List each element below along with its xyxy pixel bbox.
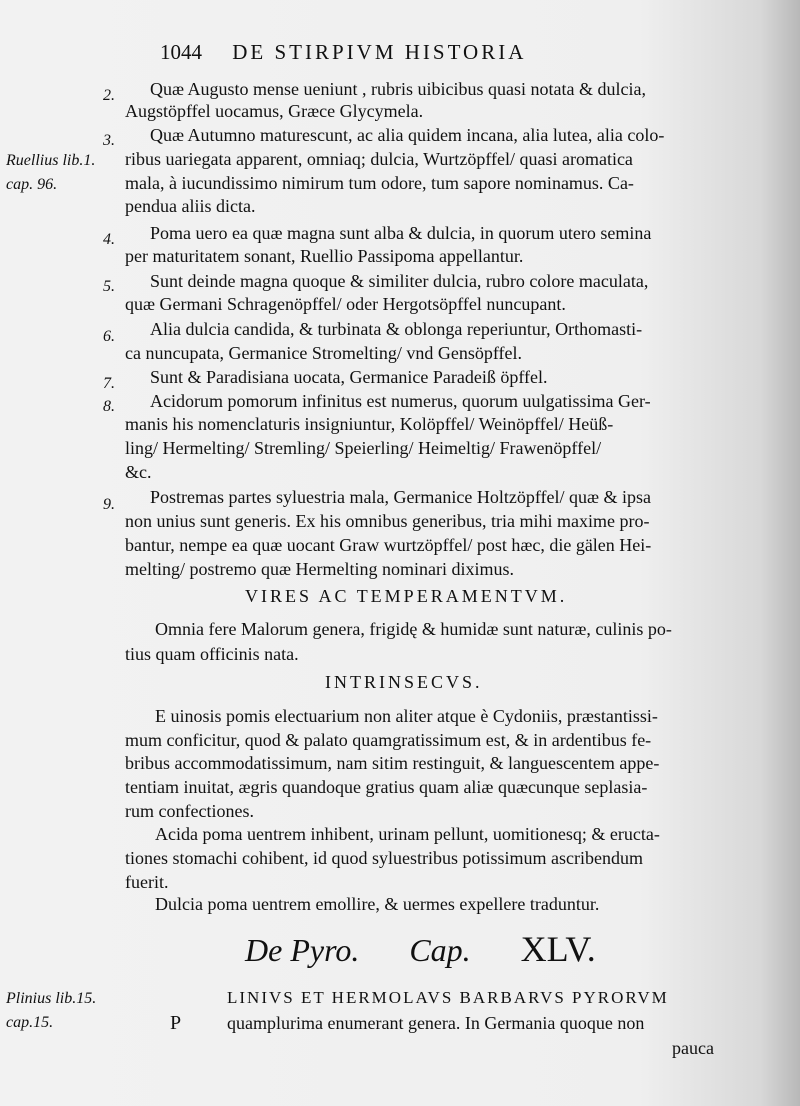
- catchword: pauca: [672, 1038, 714, 1058]
- text-line: LINIVS ET HERMOLAVS BARBARVS PYRORVM: [227, 988, 669, 1007]
- item-number: 3.: [103, 132, 115, 149]
- item-number: 7.: [103, 375, 115, 392]
- text-line: bantur, nempe ea quæ uocant Graw wurtzöpffel/ post hæc, die gälen Hei-: [125, 535, 652, 555]
- item-number: 4.: [103, 231, 115, 248]
- text-line: Poma uero ea quæ magna sunt alba & dulcia, in quorum utero semina: [150, 223, 652, 243]
- text-line: Dulcia poma uentrem emollire, & uermes expellere traduntur.: [155, 894, 600, 914]
- text-line: ca nuncupata, Germanice Stromelting/ vnd Gensöpffel.: [125, 343, 523, 363]
- text-line: non unius sunt generis. Ex his omnibus generibus, tria mihi maxime pro-: [125, 511, 650, 531]
- item-number: 9.: [103, 496, 115, 513]
- text-line: Postremas partes syluestria mala, Germanice Holtzöpffel/ quæ & ipsa: [150, 487, 652, 507]
- text-line: Omnia fere Malorum genera, frigidę & humidæ sunt naturæ, culinis po-: [155, 619, 672, 639]
- chapter-cap: Cap.: [409, 932, 471, 968]
- text-line: ling/ Hermelting/ Stremling/ Speierling/ Heimeltig/ Frawenöpffel/: [125, 438, 602, 458]
- chapter-numeral: XLV.: [520, 929, 596, 969]
- text-line: rum confectiones.: [125, 801, 254, 821]
- text-line: Sunt deinde magna quoque & similiter dulcia, rubro colore maculata,: [150, 271, 649, 291]
- text-line: Quæ Autumno maturescunt, ac alia quidem incana, alia lutea, alia colo-: [150, 125, 665, 145]
- chapter-title: [245, 928, 638, 970]
- text-line: Acida poma uentrem inhibent, urinam pellunt, uomitionesq; & eructa-: [155, 824, 660, 844]
- text-line: per maturitatem sonant, Ruellio Passipoma appellantur.: [125, 246, 524, 266]
- running-title: DE STIRPIVM HISTORIA: [232, 40, 527, 64]
- text-line: Quæ Augusto mense ueniunt , rubris uibicibus quasi notata & dulcia,: [150, 79, 646, 99]
- text-line: tiones stomachi cohibent, id quod syluestribus potissimum ascribendum: [125, 848, 643, 868]
- text-line: Acidorum pomorum infinitus est numerus, quorum uulgatissima Ger-: [150, 391, 651, 411]
- text-line: fuerit.: [125, 872, 169, 892]
- drop-initial: P: [170, 1012, 182, 1034]
- text-line: quæ Germani Schragenöpffel/ oder Hergotsöpffel nuncupant.: [125, 294, 566, 314]
- item-number: 6.: [103, 328, 115, 345]
- section-heading-intrinsecus: INTRINSECVS.: [325, 672, 483, 692]
- text-line: mum conficitur, quod & palato quamgratissimum est, & in ardentibus fe-: [125, 730, 652, 750]
- text-line: manis his nomenclaturis insigniuntur, Kolöpffel/ Weinöpffel/ Heüß-: [125, 414, 614, 434]
- text-line: quamplurima enumerant genera. In Germania quoque non: [227, 1013, 645, 1033]
- chapter-name: De Pyro.: [245, 932, 360, 968]
- text-line: E uinosis pomis electuarium non aliter atque è Cydoniis, præstantissi-: [155, 706, 658, 726]
- text-line: bribus accommodatissimum, nam sitim restinguit, & languescentem appe-: [125, 753, 660, 773]
- margin-note-plinius-cap: cap.15.: [6, 1014, 54, 1031]
- page-number: 1044: [160, 40, 202, 64]
- margin-note-plinius: Plinius lib.15.: [6, 990, 97, 1007]
- text-line: melting/ postremo quæ Hermelting nominari diximus.: [125, 559, 514, 579]
- section-heading-vires: VIRES AC TEMPERAMENTVM.: [245, 586, 568, 606]
- item-number: 8.: [103, 398, 115, 415]
- text-line: pendua aliis dicta.: [125, 196, 256, 216]
- margin-note-ruellius-cap: cap. 96.: [6, 176, 58, 193]
- text-line: tius quam officinis nata.: [125, 644, 299, 664]
- text-line: tentiam inuitat, ægris quandoque gratius quam aliæ quæcunque seplasia-: [125, 777, 648, 797]
- margin-note-ruellius: Ruellius lib.1.: [6, 152, 96, 169]
- text-line: Augstöpffel uocamus, Græce Glycymela.: [125, 101, 424, 121]
- text-line: Alia dulcia candida, & turbinata & oblonga reperiuntur, Orthomasti-: [150, 319, 643, 339]
- text-line: &c.: [125, 462, 152, 482]
- item-number: 5.: [103, 278, 115, 295]
- text-line: mala, à iucundissimo nimirum tum odore, tum sapore nominamus. Ca-: [125, 173, 634, 193]
- text-line: ribus uariegata apparent, omniaq; dulcia, Wurtzöpffel/ quasi aromatica: [125, 149, 633, 169]
- page-header: [160, 40, 526, 65]
- text-line: Sunt & Paradisiana uocata, Germanice Paradeiß öpffel.: [150, 367, 548, 387]
- item-number: 2.: [103, 87, 115, 104]
